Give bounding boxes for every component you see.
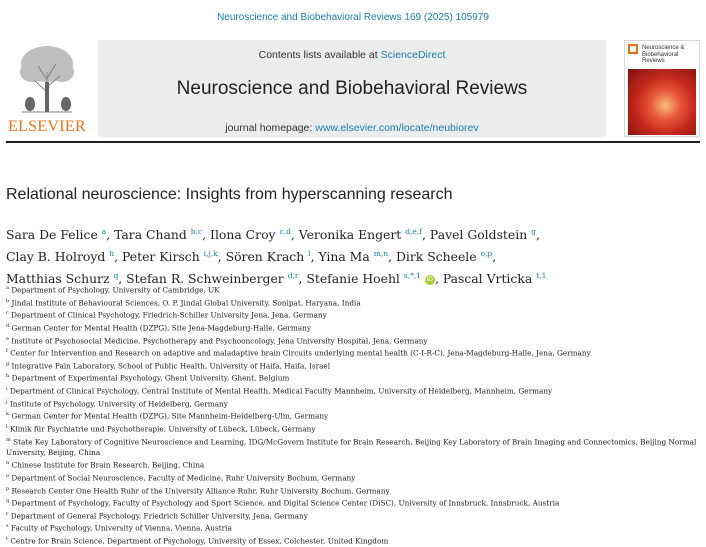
affiliation-item: $^c$ Department of Clinical Psychology, Friedrich-Schiller University Jena, Jena, Germany bbox=[6, 310, 327, 320]
sciencedirect-link[interactable]: ScienceDirect bbox=[380, 49, 446, 61]
homepage-line bbox=[98, 122, 606, 134]
affiliation-item: $^i$ Department of Clinical Psychology, Central Institute of Mental Health, Medical Faculty Mannheim, University of Heidelberg, Mannheim, Germany bbox=[6, 386, 553, 396]
contents-prefix: Contents lists available at bbox=[258, 49, 378, 61]
author[interactable]: Clay B. Holroyd $^h$ bbox=[6, 249, 115, 265]
header-divider bbox=[6, 141, 700, 143]
author-affiliation-ref: d,r bbox=[287, 271, 299, 281]
affiliation-item: $^j$ Institute of Psychology, University of Heidelberg, Germany bbox=[6, 398, 228, 409]
author[interactable]: Stefanie Hoehl $^{s,*,1}$ bbox=[306, 271, 421, 287]
affiliation-item: $^s$ Faculty of Psychology, University of Vienna, Vienna, Austria bbox=[6, 523, 232, 533]
author-affiliation-ref: d,e,f bbox=[405, 227, 423, 236]
affiliation-item: $^h$ Department of Experimental Psychology, Ghent University, Ghent, Belgium bbox=[6, 373, 290, 383]
author[interactable]: Sören Krach $^l$ bbox=[225, 249, 311, 265]
author[interactable]: Matthias Schurz $^q$ bbox=[6, 271, 119, 287]
author-affiliation-ref: m,n bbox=[373, 249, 389, 259]
affiliation-item: $^t$ Centre for Brain Science, Department of Psychology, University of Essex, Colchester, United Kingdom bbox=[6, 536, 389, 546]
author-affiliation-ref: s,*,1 bbox=[403, 271, 421, 281]
cover-image bbox=[628, 69, 696, 135]
affiliation-item: $^d$ German Center for Mental Health (DZPG), Site Jena-Magdeburg-Halle, Germany bbox=[6, 322, 311, 333]
affiliation-list bbox=[6, 283, 704, 547]
affiliation-item: $^n$ Chinese Institute for Brain Research, Beijing, China bbox=[6, 460, 205, 470]
affiliation-item: $^m$ State Key Laboratory of Cognitive Neuroscience and Learning, IDG/McGovern Institute for Brain Research, Beijing Key Laboratory of Brain Imaging and Connectomics, Beijing Normal University, Beijing, China bbox=[6, 436, 697, 458]
author[interactable]: Tara Chand $^{b,c}$ bbox=[114, 227, 203, 243]
journal-cover-thumbnail[interactable] bbox=[624, 40, 700, 137]
author[interactable]: Veronika Engert $^{d,e,f}$ bbox=[298, 227, 423, 243]
elsevier-logo[interactable] bbox=[6, 40, 88, 138]
author-affiliation-ref: c,d bbox=[279, 227, 291, 236]
elsevier-tree-icon bbox=[12, 42, 82, 116]
affiliation-item: $^q$ Department of Psychology, Faculty of Psychology and Sport Science, and Digital Science Center (DiSC), University of Innsbruck, Innsbruck, Austria bbox=[6, 498, 560, 508]
cover-header bbox=[628, 44, 696, 64]
journal-banner bbox=[98, 40, 606, 137]
author-affiliation-ref: b,c bbox=[190, 227, 203, 236]
author-affiliation-ref: l bbox=[308, 249, 311, 259]
affiliation-item: $^a$ Department of Psychology, University of Cambridge, UK bbox=[6, 285, 220, 295]
author-affiliation-ref: g bbox=[531, 227, 536, 236]
author[interactable]: Sara De Felice $^a$ bbox=[6, 227, 107, 243]
affiliation-item: $^k$ German Center for Mental Health (DZPG), Site Mannheim-Heidelberg-Ulm, Germany bbox=[6, 411, 329, 421]
affiliation-item: $^f$ Center for Intervention and Research on adaptive and maladaptive brain Circuits underlying mental health (C-I-R-C), Jena-Magdeburg-Halle, Jena, Germany bbox=[6, 348, 591, 358]
author-affiliation-ref: t,1 bbox=[536, 271, 547, 281]
homepage-prefix: journal homepage: bbox=[225, 122, 313, 134]
author-list: Sara De Felice $^a$, Tara Chand $^{b,c}$, Ilona Croy $^{c,d}$, Veronika Engert $^{d,e,f}$, Pavel Goldstein $^g$, Clay B. Holroyd $^h$, Peter Kirsch $^{i,j,k}$, Sören Krach $^l$, Yina Ma $^{m,n}$, Dirk Scheele $^{o,p}$, Matthias Schurz $^q$, Stefan R. Schweinberger $^{d,r}$, Stefanie Hoehl $^{s,*,1}$ iD , Pascal Vrticka $^{t,1}$ bbox=[6, 227, 547, 287]
cover-title: Neuroscience & Biobehavioral Reviews bbox=[642, 45, 685, 64]
affiliation-item: $^l$ Klinik für Psychiatrie und Psychotherapie, University of Lübeck, Lübeck, Germany bbox=[6, 423, 316, 434]
author-affiliation-ref: q bbox=[113, 271, 119, 281]
author-affiliation-ref: a bbox=[101, 227, 107, 236]
cover-elsevier-icon bbox=[628, 44, 638, 54]
affiliation-item: $^g$ Integrative Pain Laboratory, School of Public Health, University of Haifa, Haifa, Israel bbox=[6, 360, 331, 371]
journal-homepage-link[interactable]: www.elsevier.com/locate/neubiorev bbox=[315, 122, 479, 134]
orcid-icon[interactable]: iD bbox=[426, 275, 433, 283]
journal-name[interactable]: Neuroscience and Biobehavioral Reviews bbox=[176, 78, 528, 99]
author[interactable]: Pavel Goldstein $^g$ bbox=[429, 227, 536, 243]
author-affiliation-ref: h bbox=[109, 249, 115, 259]
journal-header bbox=[6, 40, 700, 138]
contents-line bbox=[98, 49, 606, 61]
journal-citation[interactable]: Neuroscience and Biobehavioral Reviews 169 (2025) 105979 bbox=[217, 12, 489, 23]
author[interactable]: Stefan R. Schweinberger $^{d,r}$ bbox=[126, 271, 299, 287]
affiliation-item: $^p$ Research Center One Health Ruhr of the University Alliance Ruhr, Ruhr University Bochum, Germany bbox=[6, 485, 390, 495]
author-affiliation-ref: i,j,k bbox=[203, 249, 218, 259]
author[interactable]: Yina Ma $^{m,n}$ bbox=[318, 249, 389, 265]
author[interactable]: Dirk Scheele $^{o,p}$ bbox=[395, 249, 493, 265]
article-title: Relational neuroscience: Insights from hyperscanning research bbox=[6, 186, 453, 203]
affiliation-item: $^b$ Jindal Institute of Behavioural Sciences, O. P. Jindal Global University, Sonipat, Haryana, India bbox=[6, 297, 361, 308]
affiliation-item: $^e$ Institute of Psychosocial Medicine, Psychotherapy and Psychooncology, Jena University Hospital, Jena, Germany bbox=[6, 335, 428, 345]
author-affiliation-ref: o,p bbox=[480, 249, 493, 259]
affiliation-item: $^o$ Department of Social Neuroscience, Faculty of Medicine, Ruhr University Bochum, Germany bbox=[6, 472, 356, 483]
author[interactable]: Ilona Croy $^{c,d}$ bbox=[210, 227, 291, 243]
publisher-name: ELSEVIER bbox=[8, 118, 86, 135]
author[interactable]: Peter Kirsch $^{i,j,k}$ bbox=[121, 249, 218, 265]
affiliation-item: $^r$ Department of General Psychology, Friedrich Schiller University, Jena, Germany bbox=[6, 510, 308, 521]
author[interactable]: Pascal Vrticka $^{t,1}$ bbox=[442, 271, 547, 287]
